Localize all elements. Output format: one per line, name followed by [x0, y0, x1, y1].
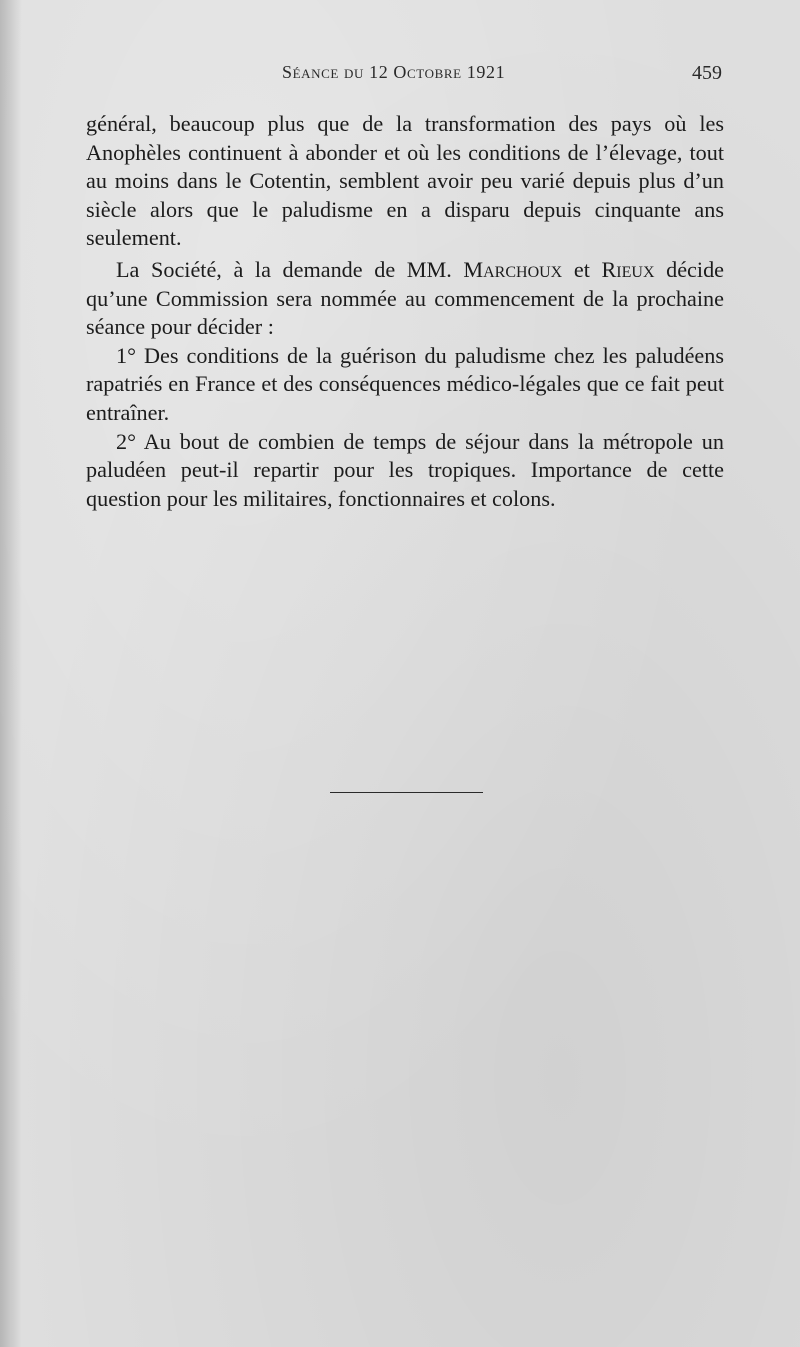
page-number: 459 — [692, 62, 722, 84]
conjunction: et — [573, 257, 590, 282]
running-head: Séance du 12 Octobre 1921 — [282, 62, 506, 82]
author-name-rieux: Rieux — [601, 257, 655, 282]
text-block-top — [86, 110, 724, 253]
resolution-intro: La Société, à la demande de MM. — [116, 257, 452, 282]
paragraph-continuation: général, beaucoup plus que de la transformation des pays où les Anophèles continuent à abonder et où les conditions de l’élevage, tout au moins dans le Cotentin, semblent avoir peu varié depuis plus d’un siècle alors que le paludisme en a disparu depuis cinquante ans seulement. — [86, 111, 724, 251]
paragraph-resolution — [86, 256, 724, 342]
list-item-1: 1° Des conditions de la guérison du paludisme chez les paludéens rapatriés en France et des conséquences médico-légales que ce fait peut entraîner. — [86, 342, 724, 425]
section-divider — [330, 792, 483, 793]
page-header — [86, 62, 722, 90]
list-item-2: 2° Au bout de combien de temps de séjour dans la métropole un paludéen peut-il repartir pour les tropiques. Importance de cette question pour les militaires, fonctionnaires et colons. — [86, 428, 724, 511]
author-name-marchoux: Marchoux — [463, 257, 563, 282]
text-block-resolution — [86, 256, 724, 513]
resolution-rest: décide qu’une Commission sera nommée au commencement de la prochaine séance pour décider : — [86, 257, 725, 340]
binding-shadow — [0, 0, 22, 1347]
